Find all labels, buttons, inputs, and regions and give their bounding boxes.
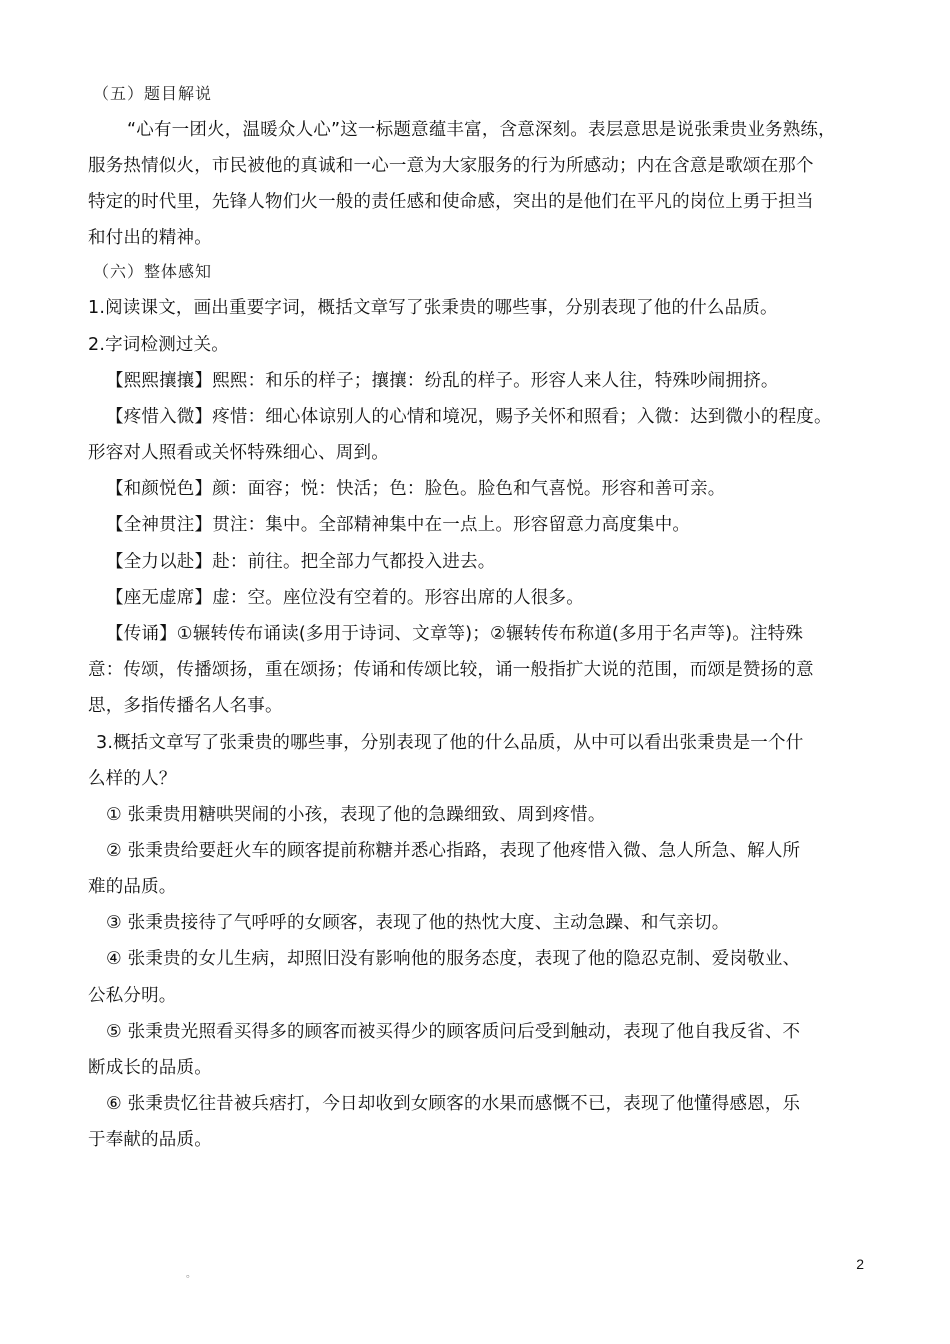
vocab-line: 形容对人照看或关怀特殊细心、周到。 xyxy=(88,443,389,463)
section5-para-line: 服务热情似火，市民被他的真诚和一心一意为大家服务的行为所感动；内在含意是歌颂在那个 xyxy=(88,156,814,176)
answer-line: ⑥ 张秉贵忆往昔被兵痞打，今日却收到女顾客的水果而感慨不已，表现了他懂得感恩，乐 xyxy=(106,1094,801,1114)
vocab-line: 【全力以赴】赴：前往。把全部力气都投入进去。 xyxy=(106,552,496,572)
vocab-line: 思，多指传播名人名事。 xyxy=(88,696,283,716)
question-2: 2.字词检测过关。 xyxy=(88,335,229,355)
answer-line: ⑤ 张秉贵光照看买得多的顾客而被买得少的顾客质问后受到触动，表现了他自我反省、不 xyxy=(106,1022,801,1042)
question-1: 1.阅读课文，画出重要字词，概括文章写了张秉贵的哪些事，分别表现了他的什么品质。 xyxy=(88,298,778,318)
section5-para-line: 和付出的精神。 xyxy=(88,228,212,248)
answer-line: 于奉献的品质。 xyxy=(88,1130,212,1150)
answer-line: ④ 张秉贵的女儿生病，却照旧没有影响他的服务态度，表现了他的隐忍克制、爱岗敬业、 xyxy=(106,949,801,969)
answer-line: 断成长的品质。 xyxy=(88,1058,212,1078)
vocab-line: 【熙熙攘攘】熙熙：和乐的样子；攘攘：纷乱的样子。形容人来人往，特殊吵闹拥挤。 xyxy=(106,371,779,391)
vocab-line: 意：传颂，传播颂扬，重在颂扬；传诵和传颂比较，诵一般指扩大说的范围，而颂是赞扬的意 xyxy=(88,660,814,680)
question-3: 么样的人？ xyxy=(88,769,177,789)
page-number: 2 xyxy=(856,1256,864,1272)
vocab-line: 【全神贯注】贯注：集中。全部精神集中在一点上。形容留意力高度集中。 xyxy=(106,515,691,535)
answer-line: ① 张秉贵用糖哄哭闹的小孩，表现了他的急躁细致、周到疼惜。 xyxy=(106,805,606,825)
section5-para-line: “心有一团火，温暖众人心”这一标题意蕴丰富，含意深刻。表层意思是说张秉贵业务熟练， xyxy=(127,120,836,140)
question-3: 3.概括文章写了张秉贵的哪些事，分别表现了他的什么品质，从中可以看出张秉贵是一个什 xyxy=(96,733,804,753)
section5-para-line: 特定的时代里，先锋人物们火一般的责任感和使命感，突出的是他们在平凡的岗位上勇于担当 xyxy=(88,192,814,212)
vocab-line: 【传诵】①辗转传布诵读(多用于诗词、文章等)；②辗转传布称道(多用于名声等)。注特殊 xyxy=(106,624,804,644)
answer-line: 难的品质。 xyxy=(88,877,177,897)
vocab-line: 【和颜悦色】颜：面容；悦：快活；色：脸色。脸色和气喜悦。形容和善可亲。 xyxy=(106,479,726,499)
section6-heading: （六）整体感知 xyxy=(93,262,213,281)
section5-heading: （五）题目解说 xyxy=(93,84,213,103)
vocab-line: 【座无虚席】虚：空。座位没有空着的。形容出席的人很多。 xyxy=(106,588,584,608)
answer-line: 公私分明。 xyxy=(88,986,177,1006)
answer-line: ② 张秉贵给要赶火车的顾客提前称糖并悉心指路，表现了他疼惜入微、急人所急、解人所 xyxy=(106,841,801,861)
vocab-line: 【疼惜入微】疼惜：细心体谅别人的心情和境况，赐予关怀和照看；入微：达到微小的程度。 xyxy=(106,407,832,427)
answer-line: ③ 张秉贵接待了气呼呼的女顾客，表现了他的热忱大度、主动急躁、和气亲切。 xyxy=(106,913,730,933)
footer-dot: 。 xyxy=(186,1269,196,1280)
